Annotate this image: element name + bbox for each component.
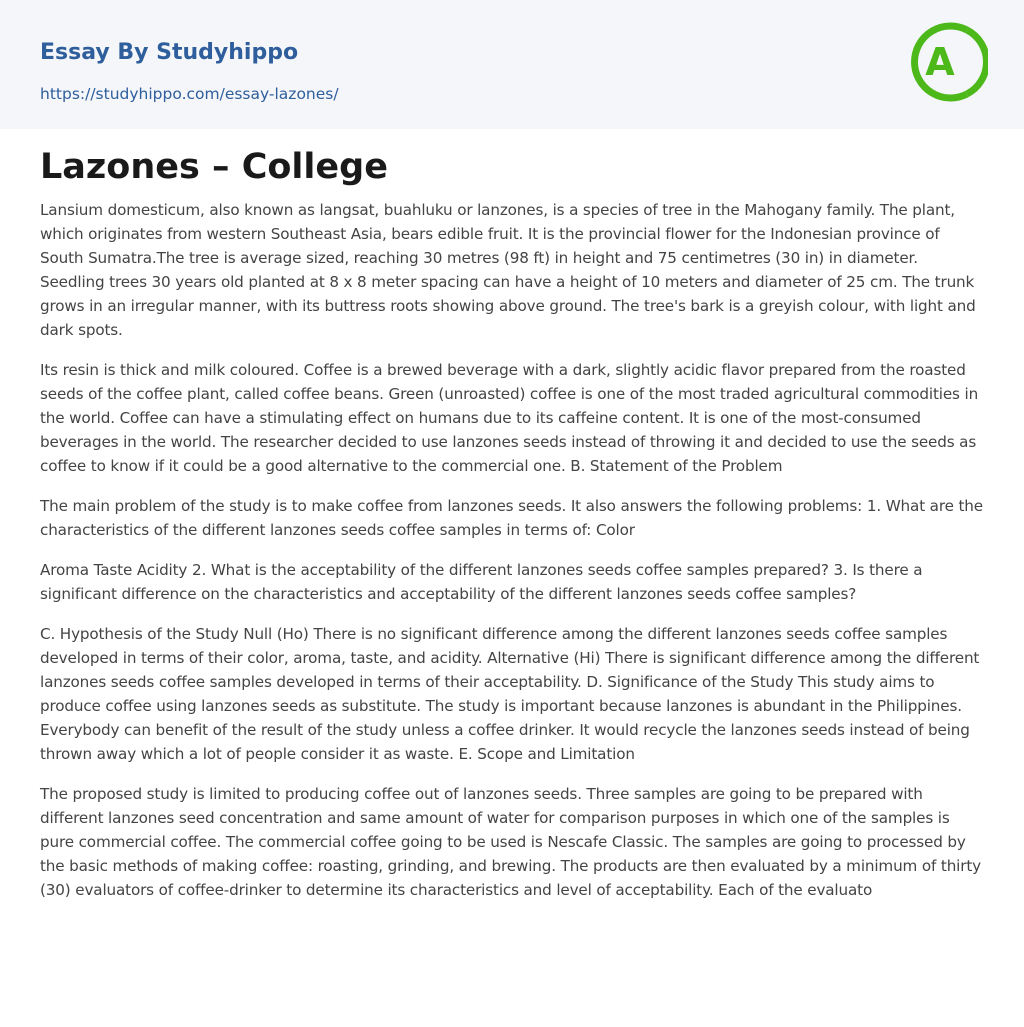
paragraph: Lansium domesticum, also known as langsat, buahluku or lanzones, is a species of tree in the Mahogany family. The plant, which originates from western Southeast Asia, bears edible fruit. It is the provincial flower for the Indonesian province of South Sumatra.The tree is average sized, reaching 30 metres (98 ft) in height and 75 centimetres (30 in) in diameter. Seedling trees 30 years old planted at 8 x 8 meter spacing can have a height of 10 meters and diameter of 25 cm. The trunk grows in an irregular manner, with its buttress roots showing above ground. The tree's bark is a greyish colour, with light and dark spots. — [40, 201, 976, 339]
page-title: Lazones – College — [40, 147, 388, 187]
paragraph: The proposed study is limited to producing coffee out of lanzones seeds. Three samples are going to be prepared with different lanzones seed concentration and same amount of water for comparison purposes in which one of the samples is pure commercial coffee. The commercial coffee going to be used is Nescafe Classic. The samples are going to processed by the basic methods of making coffee: roasting, grinding, and brewing. The products are then evaluated by a minimum of thirty (30) evaluators of coffee-drinker to determine its characteristics and level of acceptability. Each of the evaluato — [40, 785, 981, 899]
paragraph: Aroma Taste Acidity 2. What is the acceptability of the different lanzones seeds coffee samples prepared? 3. Is there a significant difference on the characteristics and acceptability of the different lanzones seeds coffee samples? — [40, 561, 923, 603]
paragraph: C. Hypothesis of the Study Null (Ho) There is no significant difference among the different lanzones seeds coffee samples developed in terms of their color, aroma, taste, and acidity. Alternative (Hi) There is significant difference among the different lanzones seeds coffee samples developed in terms of their acceptability. D. Significance of the Study This study aims to produce coffee using lanzones seeds as substitute. The study is important because lanzones is abundant in the Philippines. Everybody can benefit of the result of the study unless a coffee drinker. It would recycle the lanzones seeds instead of being thrown away which a lot of people consider it as waste. E. Scope and Limitation — [40, 625, 980, 763]
site-header — [0, 0, 1024, 129]
article-body — [40, 142, 986, 918]
paragraph: The main problem of the study is to make coffee from lanzones seeds. It also answers the following problems: 1. What are the characteristics of the different lanzones seeds coffee samples in terms of: Color — [40, 497, 983, 539]
brand-title[interactable]: Essay By Studyhippo — [40, 40, 299, 65]
studyhippo-logo-icon[interactable] — [904, 18, 988, 106]
essay-url-link[interactable]: https://studyhippo.com/essay-lazones/ — [40, 85, 339, 103]
logo-letter: A — [925, 40, 955, 84]
paragraph: Its resin is thick and milk coloured. Coffee is a brewed beverage with a dark, slightly acidic flavor prepared from the roasted seeds of the coffee plant, called coffee beans. Green (unroasted) coffee is one of the most traded agricultural commodities in the world. Coffee can have a stimulating effect on humans due to its caffeine content. It is one of the most-consumed beverages in the world. The researcher decided to use lanzones seeds instead of throwing it and decided to use the seeds as coffee to know if it could be a good alternative to the commercial one. B. Statement of the Problem — [40, 361, 979, 475]
